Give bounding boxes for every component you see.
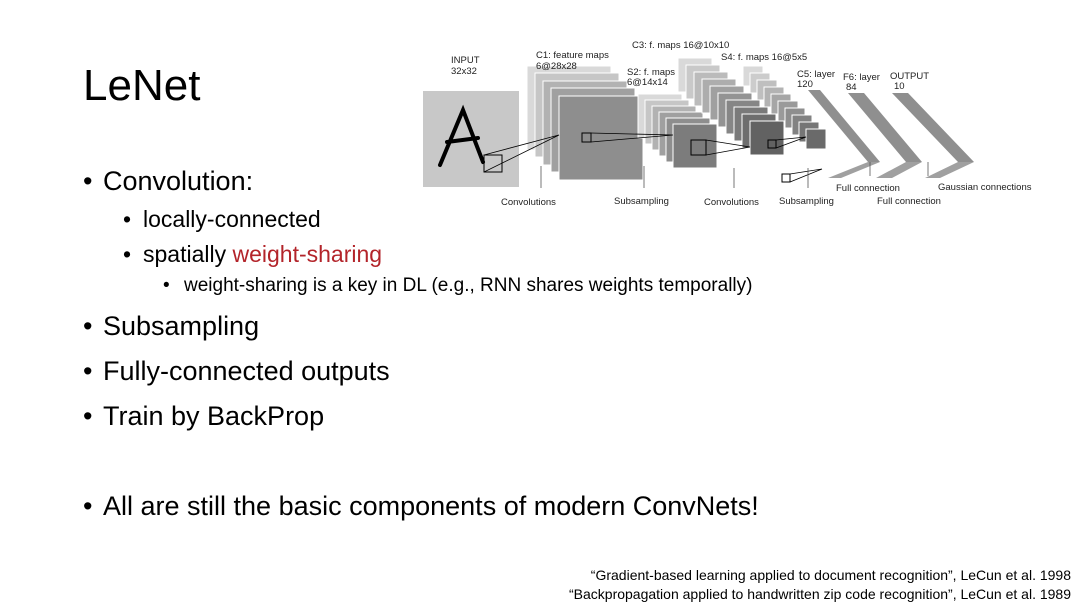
bullet-backprop	[83, 401, 324, 432]
label-s2-size: 6@14x14	[627, 77, 668, 88]
highlighted-text: weight-sharing	[232, 241, 383, 267]
bullet-glyph: •	[123, 206, 132, 232]
label-op-convolutions-1: Convolutions	[501, 197, 556, 208]
bullet-text: spatially	[143, 241, 233, 267]
label-op-convolutions-2: Convolutions	[704, 197, 759, 208]
bullet-glyph: •	[83, 356, 93, 386]
bullet-glyph: •	[83, 166, 93, 196]
bullet-text: Convolution:	[103, 166, 254, 196]
reference-1998: “Gradient-based learning applied to document recognition”, LeCun et al. 1998	[590, 567, 1071, 583]
bullet-glyph: •	[163, 275, 170, 296]
bullet-text: locally-connected	[143, 206, 321, 232]
bullet-subsampling	[83, 311, 259, 342]
bullet-text: Fully-connected outputs	[103, 356, 390, 386]
bullet-text: Train by BackProp	[103, 401, 325, 431]
bullet-text: weight-sharing is a key in DL (e.g., RNN shares weights temporally)	[184, 275, 753, 296]
label-s4: S4: f. maps 16@5x5	[721, 52, 808, 63]
label-output-size: 10	[894, 81, 905, 92]
label-op-full-connection-2: Full connection	[877, 196, 941, 207]
bullet-summary	[83, 491, 759, 522]
bullet-convolution	[83, 166, 253, 197]
bullet-glyph: •	[123, 241, 132, 267]
label-input: INPUT	[451, 55, 480, 66]
reference-1989: “Backpropagation applied to handwritten zip code recognition”, LeCun et al. 1989	[569, 586, 1071, 602]
label-c5-size: 120	[797, 79, 813, 90]
label-c1: C1: feature maps	[536, 50, 609, 61]
bullet-glyph: •	[83, 401, 93, 431]
bullet-text: All are still the basic components of modern ConvNets!	[103, 491, 759, 521]
label-op-subsampling-1: Subsampling	[614, 196, 669, 207]
label-s2: S2: f. maps	[627, 67, 676, 78]
label-f6-size: 84	[846, 82, 857, 93]
bullet-fully-connected	[83, 356, 390, 387]
bullet-glyph: •	[83, 491, 93, 521]
label-op-full-connection-1: Full connection	[836, 183, 900, 194]
bullet-locally-connected	[123, 206, 321, 232]
label-op-subsampling-2: Subsampling	[779, 196, 834, 207]
label-f6: F6: layer	[843, 72, 880, 83]
label-output: OUTPUT	[890, 71, 930, 82]
label-op-gaussian: Gaussian connections	[938, 182, 1032, 193]
bullet-text: Subsampling	[103, 311, 260, 341]
label-c5: C5: layer	[797, 69, 836, 80]
bullet-weight-sharing	[123, 241, 382, 267]
slide-title: LeNet	[83, 61, 201, 110]
label-input-size: 32x32	[451, 66, 477, 77]
label-c3: C3: f. maps 16@10x10	[632, 40, 730, 51]
bullet-weight-sharing-note	[163, 275, 752, 297]
bullet-glyph: •	[83, 311, 93, 341]
references	[569, 566, 1071, 604]
label-c1-size: 6@28x28	[536, 61, 577, 72]
